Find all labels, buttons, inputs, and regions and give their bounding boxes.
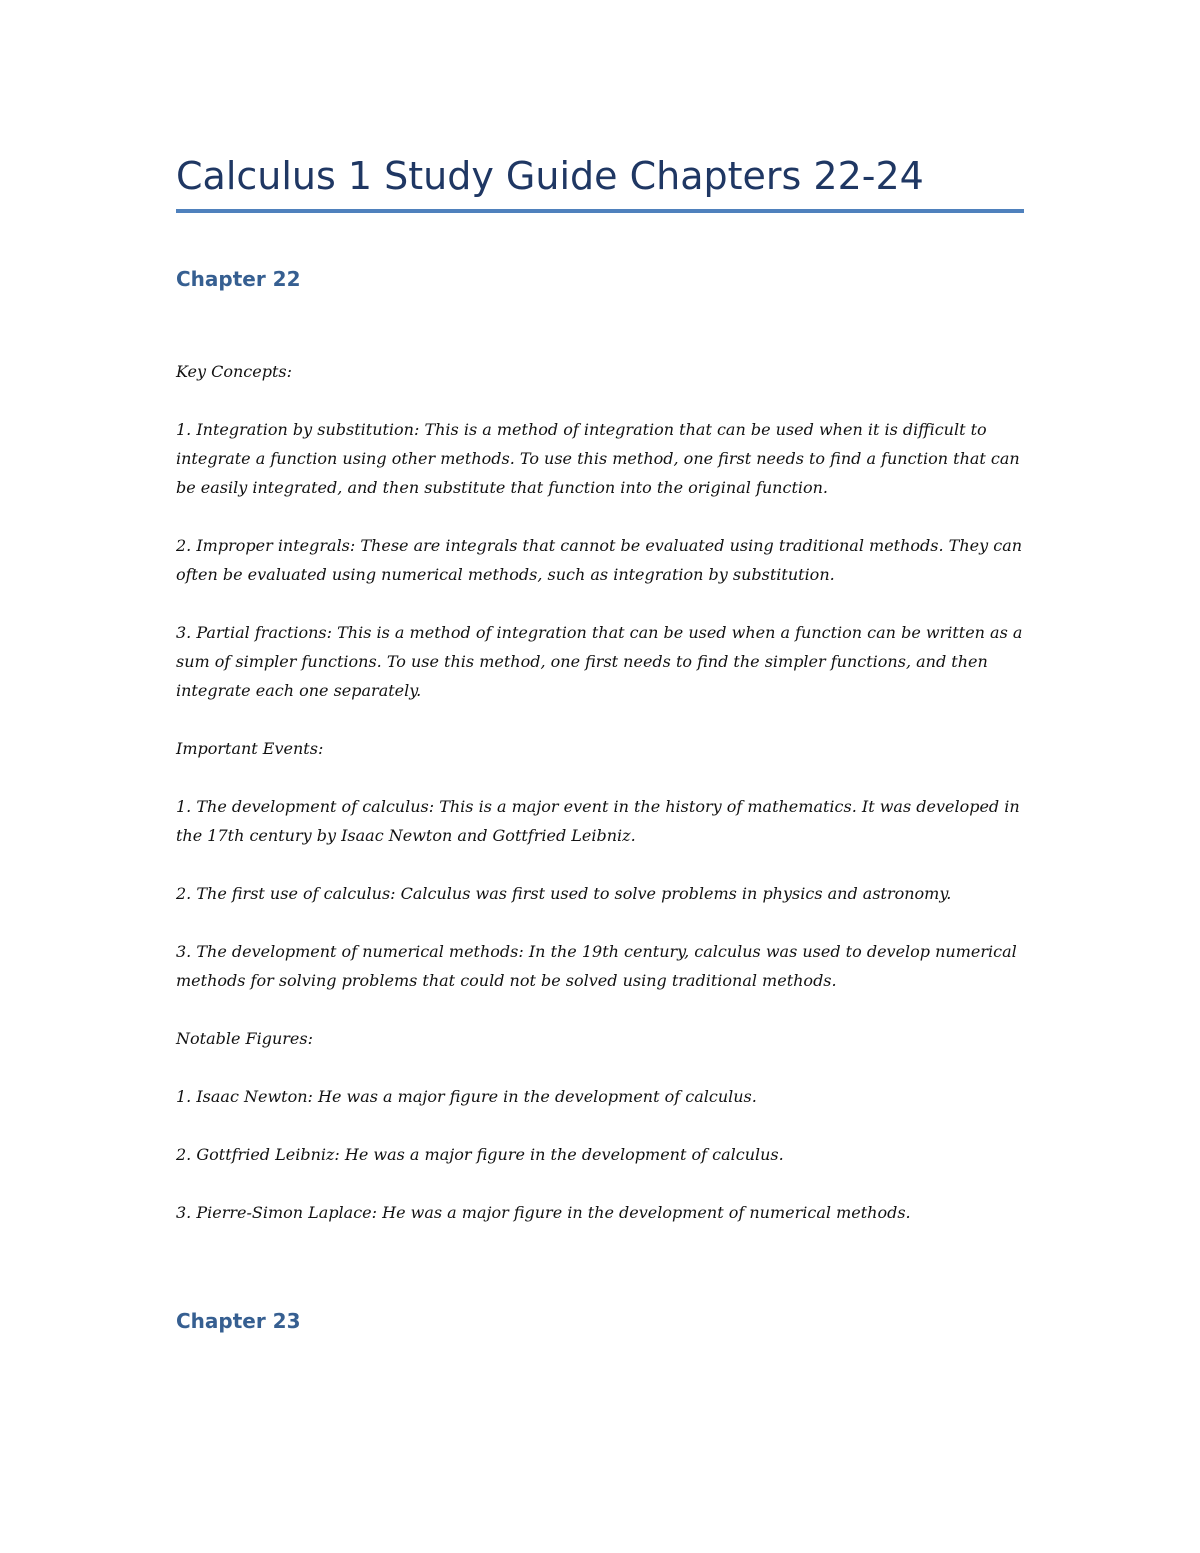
title-underline	[176, 209, 1024, 213]
notable-figure-item: 1. Isaac Newton: He was a major figure in the development of calculus.	[176, 1087, 757, 1106]
chapter-22-body	[176, 357, 1024, 1256]
chapter-23-heading: Chapter 23	[176, 1309, 301, 1333]
important-event-item: 2. The first use of calculus: Calculus was first used to solve problems in physics and astronomy.	[176, 884, 952, 903]
important-event-item: 1. The development of calculus: This is a major event in the history of mathematics. It was developed in the 17th century by Isaac Newton and Gottfried Leibniz.	[176, 797, 1020, 845]
important-event-item: 3. The development of numerical methods: In the 19th century, calculus was used to develop numerical methods for solving problems that could not be solved using traditional methods.	[176, 942, 1017, 990]
document-title: Calculus 1 Study Guide Chapters 22-24	[176, 154, 924, 198]
key-concept-item: 1. Integration by substitution: This is a method of integration that can be used when it is difficult to integrate a function using other methods. To use this method, one first needs to find a function that can be easily integrated, and then substitute that function into the original function.	[176, 420, 1020, 497]
key-concepts-label: Key Concepts:	[176, 362, 292, 381]
important-events-label: Important Events:	[176, 739, 324, 758]
notable-figure-item: 3. Pierre-Simon Laplace: He was a major figure in the development of numerical methods.	[176, 1203, 911, 1222]
key-concept-item: 3. Partial fractions: This is a method of integration that can be used when a function can be written as a sum of simpler functions. To use this method, one first needs to find the simpler functions, and then integrate each one separately.	[176, 623, 1023, 700]
notable-figures-label: Notable Figures:	[176, 1029, 313, 1048]
key-concept-item: 2. Improper integrals: These are integrals that cannot be evaluated using traditional methods. They can often be evaluated using numerical methods, such as integration by substitution.	[176, 536, 1023, 584]
chapter-22-heading: Chapter 22	[176, 267, 301, 291]
notable-figure-item: 2. Gottfried Leibniz: He was a major figure in the development of calculus.	[176, 1145, 784, 1164]
